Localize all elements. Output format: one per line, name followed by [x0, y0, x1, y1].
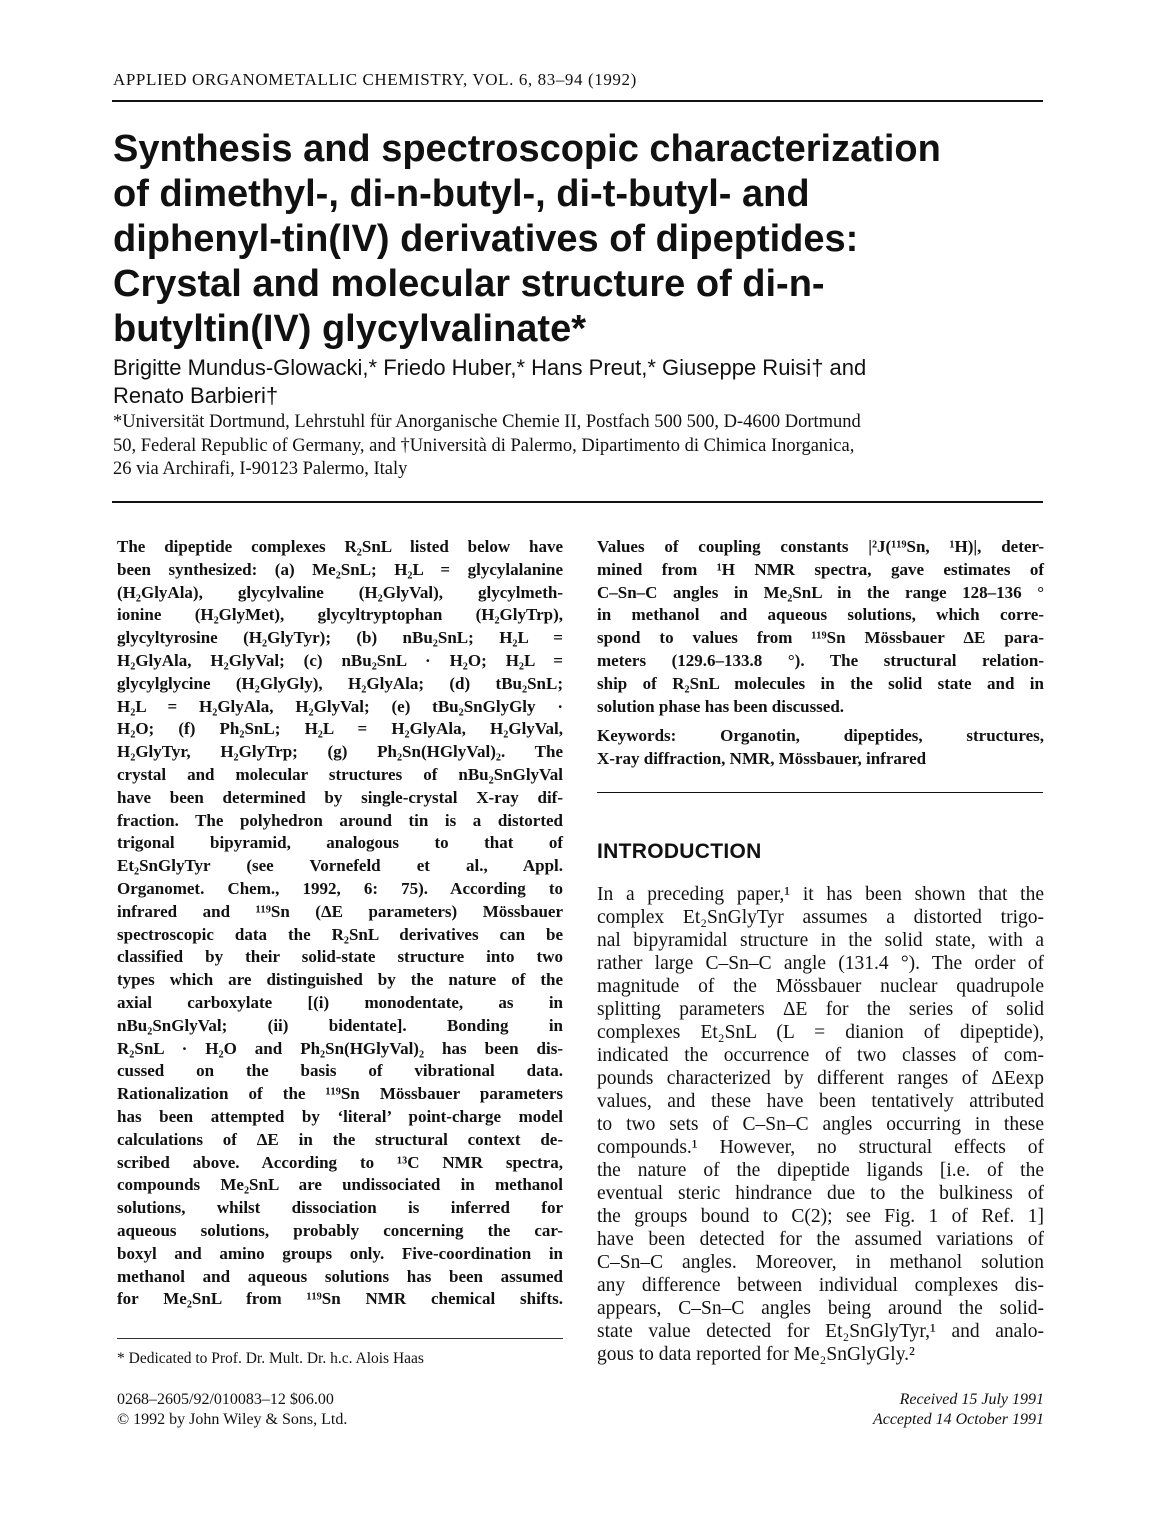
abstract-line: for Me₂SnL from ¹¹⁹Sn NMR chemical shifts.: [117, 1289, 563, 1309]
abstract-line: been synthesized: (a) Me₂SnL; H₂L = glycylalanine: [117, 559, 563, 579]
abstract-line: have been determined by single-crystal X-ray dif-: [117, 787, 563, 807]
body-line: have been detected for the assumed variations of: [597, 1229, 1044, 1250]
keywords-line: Keywords: Organotin, dipeptides, structures,: [597, 726, 1044, 746]
abstract-line: R₂SnL · H₂O and Ph₂Sn(HGlyVal)₂ has been dis-: [117, 1038, 563, 1058]
abstract-line: glycyltyrosine (H₂GlyTyr); (b) nBu₂SnL; H₂L =: [117, 628, 563, 648]
abstract-line: C–Sn–C angles in Me₂SnL in the range 128–136 °: [597, 582, 1044, 602]
article-title: [113, 127, 1048, 352]
abstract-line: crystal and molecular structures of nBu₂SnGlyVal: [117, 764, 563, 784]
abstract-line: types which are distinguished by the nature of the: [117, 970, 563, 990]
copyright-notice: © 1992 by John Wiley & Sons, Ltd.: [117, 1411, 348, 1428]
abstract-right-column: [597, 536, 1044, 771]
title-line: Synthesis and spectroscopic characterization: [113, 128, 941, 170]
abstract-line: Et₂SnGlyTyr (see Vornefeld et al., Appl.: [117, 856, 563, 876]
keywords: [597, 725, 1044, 771]
issn-code: 0268–2605/92/010083–12 $06.00: [117, 1391, 334, 1408]
body-line: eventual steric hindrance due to the bulkiness of: [597, 1183, 1044, 1204]
abstract-line: mined from ¹H NMR spectra, gave estimates of: [597, 559, 1044, 579]
abstract-line: nBu₂SnGlyVal; (ii) bidentate]. Bonding in: [117, 1015, 563, 1035]
affiliation-line: 26 via Archirafi, I-90123 Palermo, Italy: [113, 459, 408, 479]
body-line: compounds.¹ However, no structural effects of: [597, 1137, 1044, 1158]
abstract-left-column: [117, 536, 563, 1311]
abstract-line: has been attempted by ‘literal’ point-charge model: [117, 1106, 563, 1126]
abstract-line: methanol and aqueous solutions has been assumed: [117, 1266, 563, 1286]
body-line: to two sets of C–Sn–C angles occurring in these: [597, 1114, 1044, 1135]
footnote: * Dedicated to Prof. Dr. Mult. Dr. h.c. Alois Haas: [117, 1350, 424, 1367]
copyright-block: [117, 1390, 347, 1430]
title-line: Crystal and molecular structure of di-n-: [113, 263, 825, 305]
title-line: diphenyl-tin(IV) derivatives of dipeptides:: [113, 218, 859, 260]
abstract-line: spond to values from ¹¹⁹Sn Mössbauer ΔE para-: [597, 628, 1044, 648]
abstract-line: solutions, whilst dissociation is inferred for: [117, 1198, 563, 1218]
introduction-text: [597, 883, 1044, 1366]
abstract-line: classified by their solid-state structure into two: [117, 947, 563, 967]
abstract-line: compounds Me₂SnL are undissociated in methanol: [117, 1175, 563, 1195]
abstract-line: in methanol and aqueous solutions, which corre-: [597, 605, 1044, 625]
body-line: magnitude of the Mössbauer nuclear quadrupole: [597, 976, 1044, 997]
abstract-line: H₂GlyAla, H₂GlyVal; (c) nBu₂SnL · H₂O; H₂L =: [117, 650, 563, 670]
abstract-line: fraction. The polyhedron around tin is a distorted: [117, 810, 563, 830]
abstract-line: cussed on the basis of vibrational data.: [117, 1061, 563, 1081]
abstract-line: Organomet. Chem., 1992, 6: 75). According to: [117, 878, 563, 898]
author-line: Brigitte Mundus-Glowacki,* Friedo Huber,* Hans Preut,* Giuseppe Ruisi† and: [113, 355, 867, 380]
accepted-date: Accepted 14 October 1991: [872, 1411, 1044, 1428]
body-line: rather large C–Sn–C angle (131.4 °). The order of: [597, 953, 1044, 974]
body-line: appears, C–Sn–C angles being around the solid-: [597, 1298, 1044, 1319]
abstract-line: spectroscopic data the R₂SnL derivatives can be: [117, 924, 563, 944]
abstract-line: axial carboxylate [(i) monodentate, as in: [117, 992, 563, 1012]
abstract-line: glycylglycine (H₂GlyGly), H₂GlyAla; (d) tBu₂SnL;: [117, 673, 563, 693]
body-line: the groups bound to C(2); see Fig. 1 of Ref. 1]: [597, 1206, 1044, 1227]
body-line: gous to data reported for Me₂SnGlyGly.²: [597, 1344, 915, 1365]
abstract-line: H₂O; (f) Ph₂SnL; H₂L = H₂GlyAla, H₂GlyVal,: [117, 719, 563, 739]
abstract-line: scribed above. According to ¹³C NMR spectra,: [117, 1152, 563, 1172]
journal-header: APPLIED ORGANOMETALLIC CHEMISTRY, VOL. 6, 83–94 (1992): [113, 70, 637, 89]
body-line: values, and these have been tentatively attributed: [597, 1091, 1044, 1112]
body-line: C–Sn–C angles. Moreover, in methanol solution: [597, 1252, 1044, 1273]
body-line: any difference between individual complexes dis-: [597, 1275, 1044, 1296]
abstract-line: H₂GlyTyr, H₂GlyTrp; (g) Ph₂Sn(HGlyVal)₂. The: [117, 742, 563, 762]
abstract-line: calculations of ΔE in the structural context de-: [117, 1129, 563, 1149]
abstract-line: Rationalization of the ¹¹⁹Sn Mössbauer parameters: [117, 1084, 563, 1104]
title-line: butyltin(IV) glycylvalinate*: [113, 308, 586, 350]
body-line: the nature of the dipeptide ligands [i.e. of the: [597, 1160, 1044, 1181]
abstract-line: aqueous solutions, probably concerning the car-: [117, 1220, 563, 1240]
received-dates: [800, 1390, 1044, 1430]
body-line: complexes Et₂SnL (L = dianion of dipeptide),: [597, 1022, 1044, 1043]
abstract-end-rule: [597, 792, 1043, 793]
abstract-line: Values of coupling constants |²J(¹¹⁹Sn, ¹H)|, deter-: [597, 537, 1044, 556]
abstract-line: solution phase has been discussed.: [597, 696, 845, 716]
abstract-line: (H₂GlyAla), glycylvaline (H₂GlyVal), glycylmeth-: [117, 582, 563, 602]
abstract-line: infrared and ¹¹⁹Sn (ΔE parameters) Mössbauer: [117, 901, 563, 921]
affiliation-line: *Universität Dortmund, Lehrstuhl für Anorganische Chemie II, Postfach 500 500, D-4600 Dortmund: [113, 412, 861, 432]
abstract-line: meters (129.6–133.8 °). The structural relation-: [597, 650, 1044, 670]
abstract-line: H₂L = H₂GlyAla, H₂GlyVal; (e) tBu₂SnGlyGly ·: [117, 696, 563, 716]
section-rule: [112, 501, 1043, 503]
abstract-line: boxyl and amino groups only. Five-coordination in: [117, 1243, 563, 1263]
body-line: pounds characterized by different ranges of ΔEexp: [597, 1068, 1044, 1089]
abstract-line: trigonal bipyramid, analogous to that of: [117, 833, 563, 853]
abstract-line: ship of R₂SnL molecules in the solid state and in: [597, 673, 1044, 693]
abstract-line: The dipeptide complexes R₂SnL listed below have: [117, 537, 563, 556]
author-list: [113, 354, 1048, 410]
keywords-line: X-ray diffraction, NMR, Mössbauer, infrared: [597, 749, 927, 769]
title-line: of dimethyl-, di-n-butyl-, di-t-butyl- and: [113, 173, 810, 215]
received-date: Received 15 July 1991: [899, 1391, 1044, 1408]
footnote-rule: [117, 1338, 563, 1339]
body-line: In a preceding paper,¹ it has been shown that the: [597, 884, 1044, 905]
body-line: state value detected for Et₂SnGlyTyr,¹ and analo-: [597, 1321, 1044, 1342]
affiliation-line: 50, Federal Republic of Germany, and †Università di Palermo, Dipartimento di Chimica Inorganica,: [113, 435, 855, 456]
body-line: complex Et₂SnGlyTyr assumes a distorted trigo-: [597, 907, 1044, 928]
body-line: nal bipyramidal structure in the solid state, with a: [597, 930, 1044, 951]
author-line: Renato Barbieri†: [113, 383, 279, 408]
body-line: splitting parameters ΔE for the series of solid: [597, 999, 1044, 1020]
abstract-line: ionine (H₂GlyMet), glycyltryptophan (H₂GlyTrp),: [117, 605, 563, 625]
affiliations: [113, 411, 1048, 482]
header-rule: [112, 100, 1043, 102]
section-heading: INTRODUCTION: [597, 840, 762, 863]
body-line: indicated the occurrence of two classes of com-: [597, 1045, 1044, 1066]
